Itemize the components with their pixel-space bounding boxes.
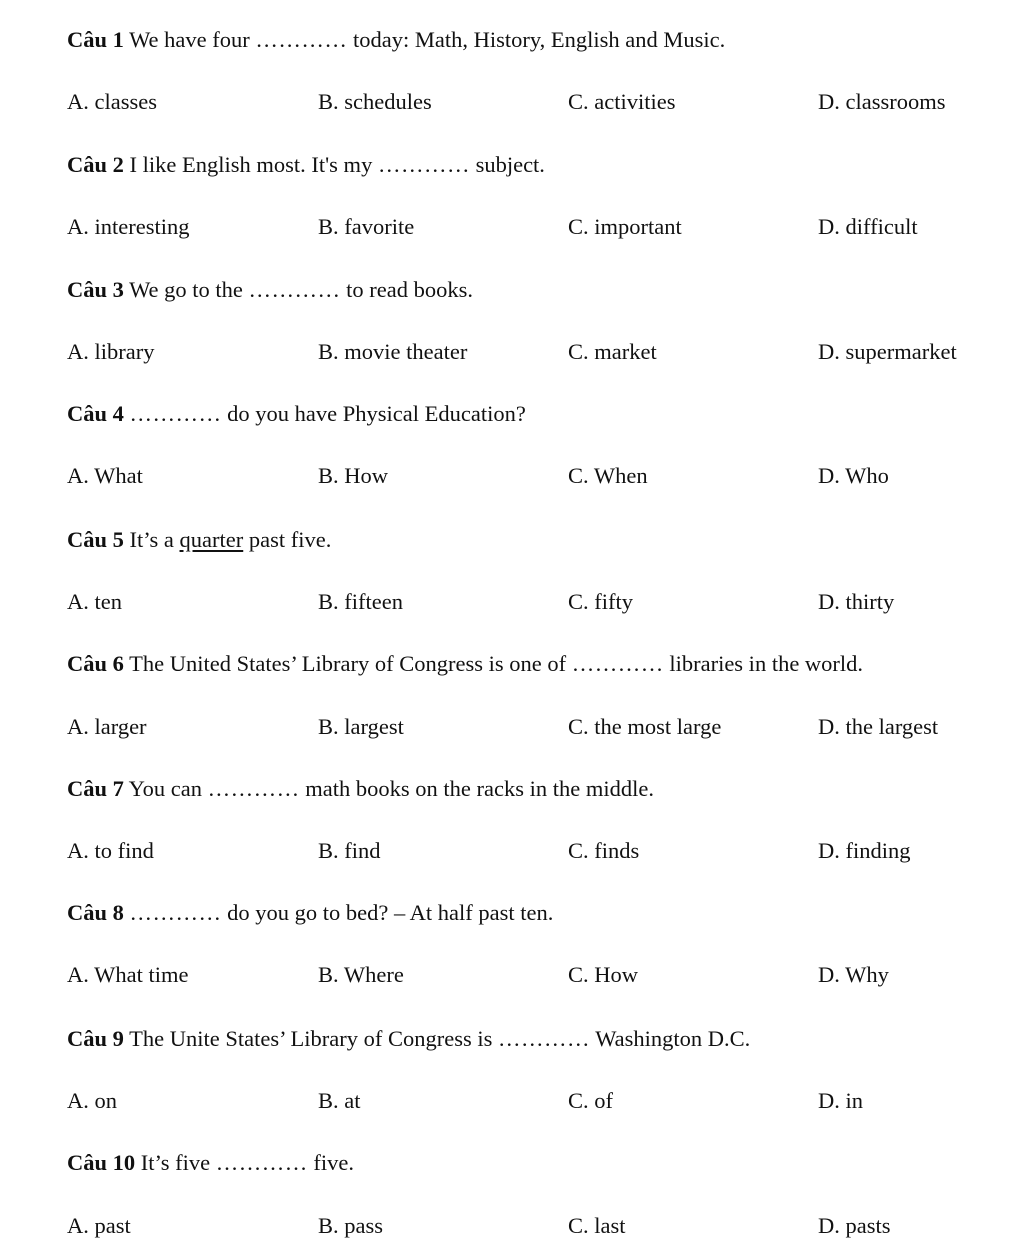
option-a: A. interesting: [67, 214, 190, 239]
option-b: B. pass: [318, 1213, 384, 1238]
question-6: [67, 650, 863, 678]
answer-blank: …………: [129, 900, 222, 925]
option-c: C. When: [568, 463, 648, 488]
answer-blank: …………: [255, 27, 348, 52]
question-text-after: subject.: [469, 152, 545, 177]
option-b: B. largest: [318, 714, 404, 739]
options-row-8: [0, 961, 1024, 991]
question-number: Câu 7: [67, 776, 124, 801]
option-c: C. fifty: [568, 589, 633, 614]
answer-blank: …………: [498, 1026, 590, 1051]
options-row-1: [0, 88, 1024, 118]
question-text-before: We have four: [123, 27, 256, 52]
option-c: C. the most large: [568, 714, 722, 739]
question-number: Câu 6: [67, 651, 124, 676]
option-c: C. activities: [568, 89, 676, 114]
answer-blank: …………: [215, 1150, 308, 1175]
option-d: D. Who: [818, 463, 889, 488]
question-3: [67, 276, 473, 304]
option-c: C. important: [568, 214, 682, 239]
option-c: C. last: [568, 1213, 626, 1238]
question-number: Câu 9: [67, 1026, 124, 1051]
option-d: D. classrooms: [818, 89, 946, 114]
option-d: D. the largest: [818, 714, 939, 739]
options-row-5: [0, 588, 1024, 618]
option-d: D. Why: [818, 962, 889, 987]
options-row-2: [0, 213, 1024, 243]
underlined-word: quarter: [179, 527, 244, 552]
options-row-4: [0, 462, 1024, 492]
answer-blank: …………: [571, 651, 664, 676]
question-number: Câu 8: [67, 900, 124, 925]
question-4: [67, 400, 526, 428]
question-number: Câu 10: [67, 1150, 136, 1175]
question-text-before: We go to the: [123, 277, 249, 302]
question-text-after: today: Math, History, English and Music.: [347, 27, 726, 52]
option-b: B. schedules: [318, 89, 432, 114]
question-number: Câu 2: [67, 152, 124, 177]
option-b: B. Where: [318, 962, 404, 987]
option-d: D. supermarket: [818, 339, 957, 364]
question-text-after: Washington D.C.: [590, 1026, 751, 1051]
option-b: B. How: [318, 463, 389, 488]
question-number: Câu 4: [67, 401, 124, 426]
option-a: A. What: [67, 463, 143, 488]
question-text-after: to read books.: [340, 277, 474, 302]
question-number: Câu 1: [67, 27, 124, 52]
question-10: [67, 1149, 354, 1177]
question-text-after: five.: [307, 1150, 354, 1175]
question-text-after: do you have Physical Education?: [221, 401, 526, 426]
answer-blank: …………: [377, 152, 470, 177]
option-b: B. fifteen: [318, 589, 403, 614]
answer-blank: …………: [129, 401, 222, 426]
answer-blank: …………: [248, 277, 341, 302]
question-1: [67, 26, 725, 54]
option-d: D. difficult: [818, 214, 918, 239]
option-a: A. to find: [67, 838, 154, 863]
option-a: A. classes: [67, 89, 157, 114]
option-d: D. thirty: [818, 589, 895, 614]
option-b: B. at: [318, 1088, 361, 1113]
question-number: Câu 3: [67, 277, 124, 302]
question-number: Câu 5: [67, 527, 124, 552]
question-text-before: The Unite States’ Library of Congress is: [123, 1026, 498, 1051]
options-row-10: [0, 1212, 1024, 1242]
option-a: A. library: [67, 339, 155, 364]
question-text-before: The United States’ Library of Congress is one of: [123, 651, 572, 676]
options-row-9: [0, 1087, 1024, 1117]
question-text-before: I like English most. It's my: [123, 152, 378, 177]
question-5: [67, 526, 331, 554]
question-text-before: You can: [123, 776, 208, 801]
option-a: A. on: [67, 1088, 117, 1113]
options-row-7: [0, 837, 1024, 867]
option-a: A. past: [67, 1213, 131, 1238]
question-text-after: libraries in the world.: [663, 651, 864, 676]
option-c: C. finds: [568, 838, 640, 863]
question-text-after: math books on the racks in the middle.: [299, 776, 654, 801]
option-b: B. find: [318, 838, 381, 863]
question-text-after: past five.: [243, 527, 332, 552]
question-text-before: It’s a: [123, 527, 180, 552]
question-9: [67, 1025, 750, 1053]
question-text-before: It’s five: [135, 1150, 216, 1175]
option-d: D. pasts: [818, 1213, 891, 1238]
option-a: A. larger: [67, 714, 147, 739]
option-a: A. ten: [67, 589, 122, 614]
question-8: [67, 899, 553, 927]
option-a: A. What time: [67, 962, 189, 987]
option-c: C. How: [568, 962, 639, 987]
option-d: D. in: [818, 1088, 863, 1113]
options-row-6: [0, 713, 1024, 743]
option-b: B. favorite: [318, 214, 415, 239]
answer-blank: …………: [207, 776, 300, 801]
option-b: B. movie theater: [318, 339, 468, 364]
option-d: D. finding: [818, 838, 911, 863]
option-c: C. market: [568, 339, 657, 364]
question-text-after: do you go to bed? – At half past ten.: [221, 900, 554, 925]
question-7: [67, 775, 654, 803]
option-c: C. of: [568, 1088, 613, 1113]
options-row-3: [0, 338, 1024, 368]
question-2: [67, 151, 545, 179]
